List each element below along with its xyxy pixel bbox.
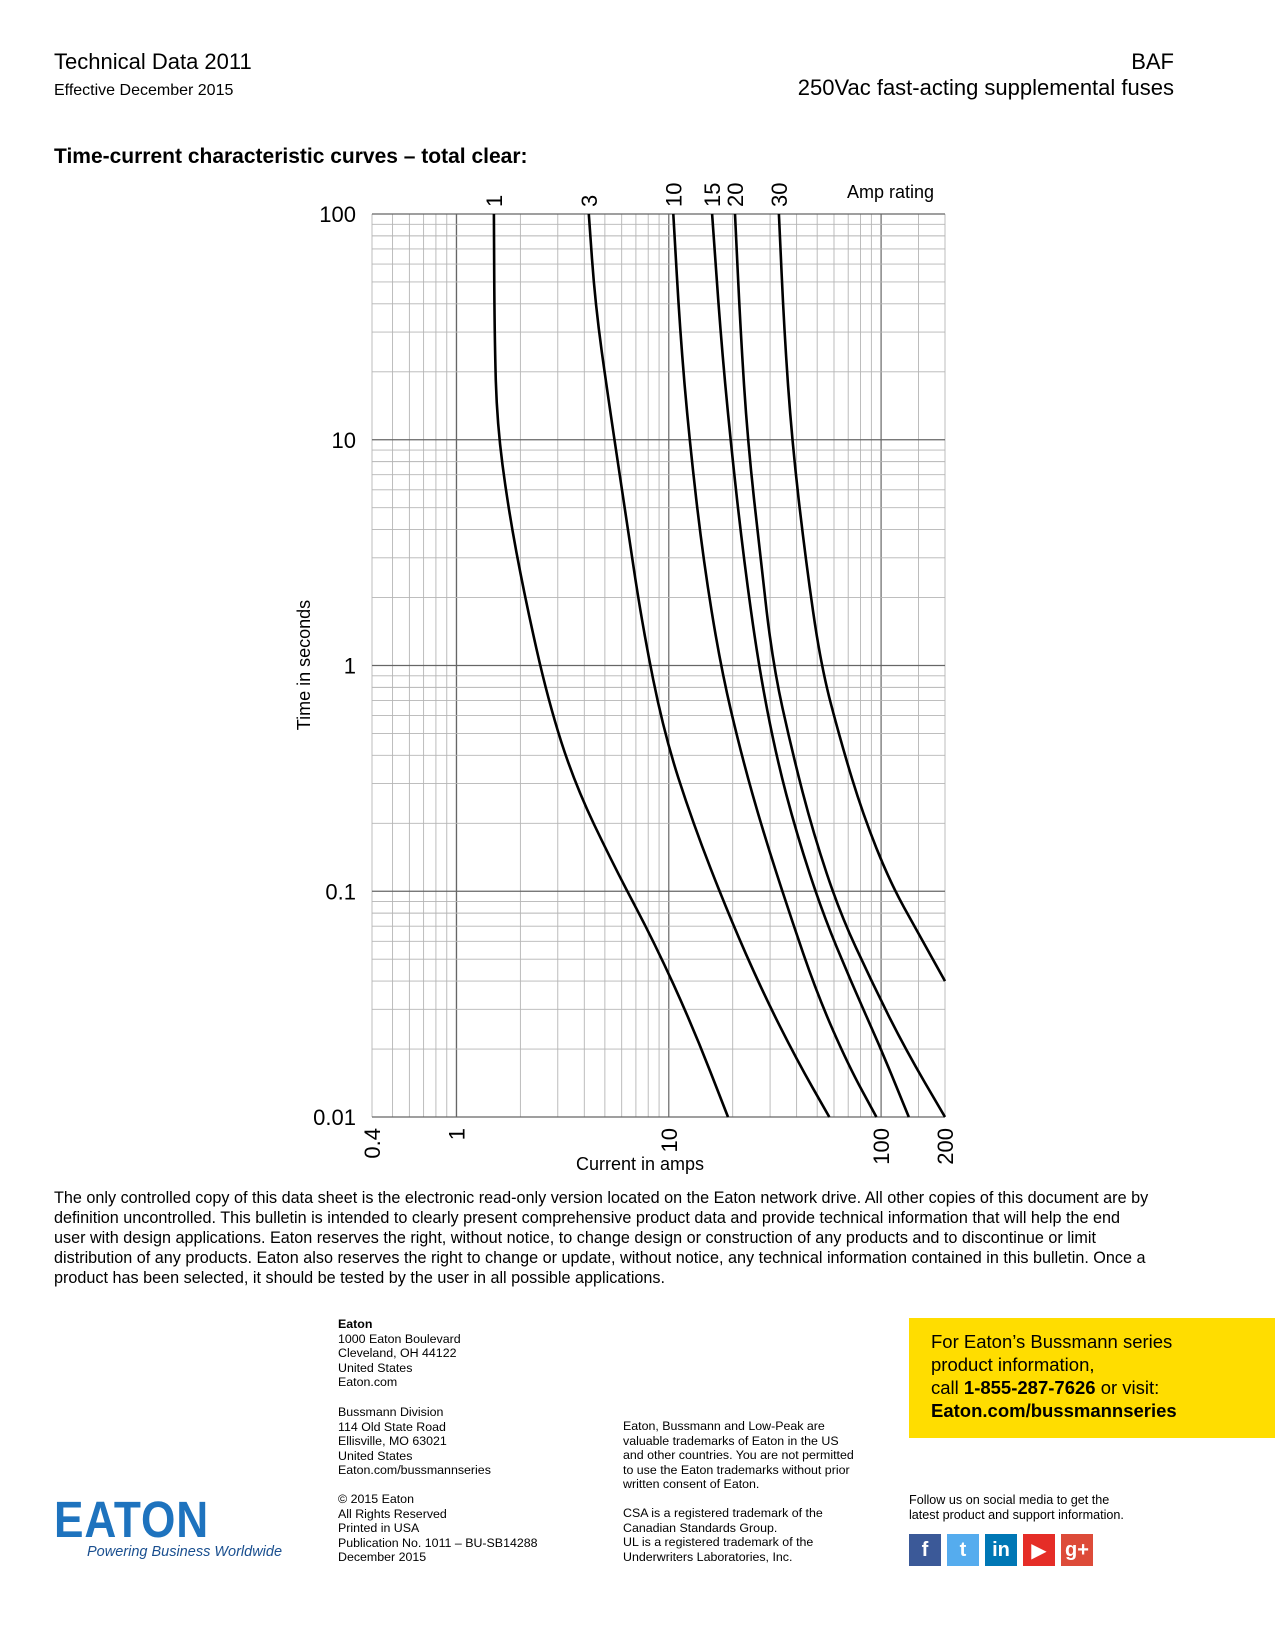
address-line: Cleveland, OH 44122 [338, 1346, 457, 1360]
x-axis-label: Current in amps [575, 1154, 705, 1174]
x-tick-label: 200 [933, 1128, 958, 1165]
publication-line: Publication No. 1011 – BU-SB14288 [338, 1535, 538, 1550]
x-tick-label: 100 [869, 1128, 895, 1165]
trademark-line: Eaton, Bussmann and Low-Peak are [623, 1419, 825, 1433]
document-type: Technical Data 2011 [54, 49, 252, 74]
publication-info [338, 1492, 538, 1565]
trademark-line: written consent of Eaton. [623, 1477, 760, 1491]
contact-callout [909, 1318, 1275, 1438]
address-link[interactable]: Eaton.com/bussmannseries [338, 1463, 491, 1477]
address-line: 114 Old State Road [338, 1419, 446, 1434]
trademark-line: UL is a registered trademark of the [623, 1535, 814, 1549]
y-tick-label: 100 [319, 202, 356, 227]
y-axis-label: Time in seconds [294, 599, 314, 731]
trademark-line: Underwriters Laboratories, Inc. [623, 1549, 793, 1564]
amp-rating-title: Amp rating [847, 182, 935, 202]
twitter-icon[interactable]: t [947, 1534, 979, 1566]
callout-url[interactable]: Eaton.com/bussmannseries [931, 1400, 1177, 1421]
y-tick-label: 1 [343, 653, 356, 679]
youtube-icon[interactable]: ▶ [1023, 1534, 1055, 1566]
eaton-address [338, 1317, 461, 1390]
y-tick-label: 0.01 [313, 1105, 356, 1130]
x-tick-label: 10 [656, 1128, 682, 1153]
callout-phone-line: call 1-855-287-7626 or visit: [931, 1377, 1160, 1398]
chart-grid [372, 214, 945, 1117]
amp-rating-label: 20 [722, 182, 748, 207]
trademark-notice [623, 1419, 854, 1492]
address-line: Bussmann Division [338, 1405, 444, 1419]
facebook-icon[interactable]: f [909, 1534, 941, 1566]
amp-rating-label: 30 [766, 182, 792, 207]
address-line: United States [338, 1448, 413, 1463]
section-title: Time-current characteristic curves – total clear: [54, 145, 528, 168]
linkedin-icon[interactable]: in [985, 1534, 1017, 1566]
googleplus-icon[interactable]: g+ [1061, 1534, 1093, 1566]
y-tick-label: 10 [331, 427, 356, 453]
y-tick-label: 0.1 [325, 879, 356, 905]
social-icons [909, 1534, 1093, 1566]
address-line: Ellisville, MO 63021 [338, 1434, 447, 1448]
svg-text:EATON: EATON [54, 1491, 209, 1548]
amp-rating-label: 1 [481, 194, 507, 207]
address-line: United States [338, 1360, 413, 1375]
bussmann-address [338, 1405, 491, 1478]
trademark-line: and other countries. You are not permitted [623, 1448, 854, 1462]
address-line: 1000 Eaton Boulevard [338, 1331, 461, 1346]
publication-line: December 2015 [338, 1550, 427, 1564]
disclaimer-text: The only controlled copy of this data sheet is the electronic read-only version located on the Eaton network drive. All other copies of this document are by definition uncontrolled. This bulletin is intended to clearly present comprehensive product data and provide technical information that will help the end user with design applications. Eaton reserves the right, without notice, to change design or construction of any products and to discontinue or limit distribution of any products. Eaton also reserves the right to change or update, without notice, any technical information contained in this bulletin. Once a product has been selected, it should be tested by the user in all possible applications. [54, 1189, 1149, 1287]
callout-line: For Eaton’s Bussmann series [931, 1331, 1173, 1352]
address-link[interactable]: Eaton.com [338, 1375, 398, 1389]
product-description: 250Vac fast-acting supplemental fuses [797, 75, 1174, 100]
registered-trademarks [623, 1506, 823, 1564]
publication-line: All Rights Reserved [338, 1506, 447, 1521]
x-tick-label: 0.4 [360, 1128, 385, 1159]
effective-date: Effective December 2015 [54, 82, 234, 99]
x-tick-label: 1 [444, 1128, 470, 1141]
chart-labels [294, 182, 958, 1174]
trademark-line: CSA is a registered trademark of the [623, 1506, 823, 1520]
amp-rating-label: 10 [661, 182, 687, 207]
trademark-line: valuable trademarks of Eaton in the US [623, 1433, 839, 1448]
eaton-logo [54, 1491, 214, 1548]
callout-line: product information, [931, 1354, 1095, 1375]
publication-line: © 2015 Eaton [338, 1492, 414, 1506]
amp-rating-label: 3 [576, 194, 602, 207]
phone-number[interactable]: 1-855-287-7626 [963, 1377, 1096, 1398]
product-code: BAF [1131, 49, 1174, 74]
publication-line: Printed in USA [338, 1521, 420, 1535]
trademark-line: to use the Eaton trademarks without prior [623, 1462, 850, 1477]
tagline: Powering Business Worldwide [87, 1544, 283, 1560]
company-name: Eaton [338, 1317, 373, 1331]
amp-rating-label: 15 [700, 182, 726, 207]
social-follow-text: Follow us on social media to get the latest product and support information. [909, 1493, 1124, 1522]
trademark-line: Canadian Standards Group. [623, 1520, 778, 1535]
